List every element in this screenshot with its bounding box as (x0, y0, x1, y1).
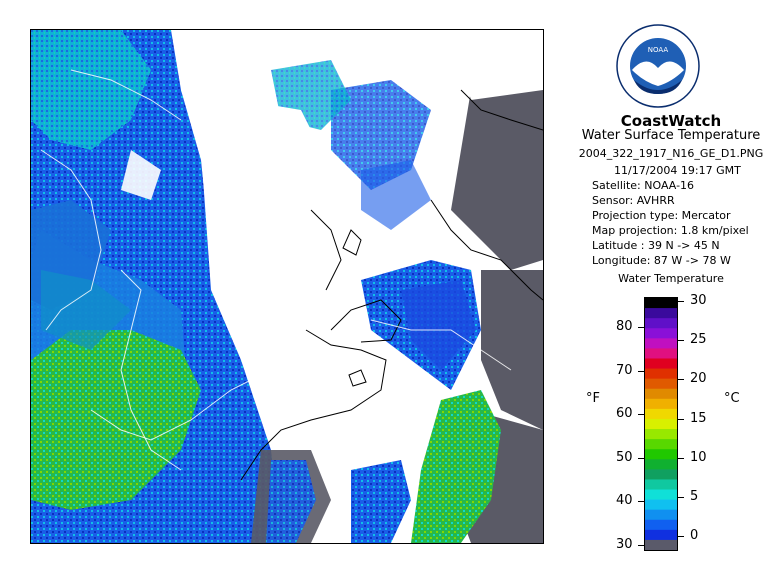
longitude-range: Longitude: 87 W -> 78 W (592, 254, 731, 267)
fahrenheit-label: 80 (616, 319, 633, 335)
color-swatch (645, 409, 677, 420)
color-swatch (645, 439, 677, 450)
color-scale-title: Water Temperature (618, 272, 724, 285)
celsius-label: 5 (690, 488, 699, 504)
color-swatch (645, 490, 677, 501)
color-swatch (645, 459, 677, 470)
celsius-label: 10 (690, 449, 707, 465)
color-swatch (645, 419, 677, 430)
map-projection: Map projection: 1.8 km/pixel (592, 224, 749, 237)
celsius-label: 0 (690, 528, 699, 543)
brand-title: CoastWatch (620, 112, 722, 130)
color-swatch (645, 500, 677, 511)
color-swatch (645, 449, 677, 460)
fahrenheit-tick (638, 545, 644, 546)
celsius-tick (678, 419, 684, 420)
celsius-tick (678, 340, 684, 341)
noaa-logo (616, 24, 700, 108)
product-title: Water Surface Temperature (581, 128, 761, 143)
color-swatch (645, 338, 677, 349)
color-swatch (645, 389, 677, 400)
celsius-label: 25 (690, 332, 707, 348)
file-name: 2004_322_1917_N16_GE_D1.PNG (578, 147, 764, 160)
latitude-range: Latitude : 39 N -> 45 N (592, 239, 720, 252)
celsius-tick (678, 458, 684, 459)
fahrenheit-label: 60 (616, 406, 633, 422)
sst-map-image (31, 30, 543, 543)
fahrenheit-label: 70 (616, 362, 633, 378)
fahrenheit-tick (638, 458, 644, 459)
color-swatch (645, 379, 677, 390)
fahrenheit-tick (638, 327, 644, 328)
unit-fahrenheit: °F (586, 391, 600, 406)
color-swatch (645, 510, 677, 521)
color-swatch (645, 308, 677, 319)
land-area (451, 80, 543, 270)
projection-type: Projection type: Mercator (592, 209, 731, 222)
celsius-tick (678, 497, 684, 498)
sensor: Sensor: AVHRR (592, 194, 675, 207)
color-swatch (645, 429, 677, 440)
celsius-label: 30 (690, 293, 707, 308)
fahrenheit-label: 40 (616, 493, 633, 509)
fahrenheit-tick (638, 371, 644, 372)
celsius-tick (678, 536, 684, 537)
sst-map (30, 29, 544, 544)
celsius-tick (678, 301, 684, 302)
datetime: 11/17/2004 19:17 GMT (614, 164, 741, 177)
color-swatch (645, 328, 677, 339)
satellite: Satellite: NOAA-16 (592, 179, 695, 192)
color-swatch (645, 399, 677, 410)
color-swatch (645, 348, 677, 359)
color-swatch (645, 540, 677, 550)
unit-celsius: °C (724, 391, 740, 406)
color-swatch (645, 520, 677, 531)
color-swatch (645, 358, 677, 369)
fahrenheit-tick (638, 414, 644, 415)
color-swatch (645, 298, 677, 309)
color-swatch (645, 530, 677, 541)
celsius-tick (678, 379, 684, 380)
fahrenheit-tick (638, 501, 644, 502)
color-swatch (645, 369, 677, 380)
fahrenheit-label: 50 (616, 449, 633, 465)
logo-noaa-text: NOAA (647, 46, 669, 54)
color-swatch (645, 318, 677, 329)
color-scale-bar (644, 297, 678, 551)
fahrenheit-label: 30 (616, 536, 633, 552)
color-swatch (645, 479, 677, 490)
celsius-label: 15 (690, 410, 707, 426)
color-swatch (645, 469, 677, 480)
celsius-label: 20 (690, 371, 707, 387)
